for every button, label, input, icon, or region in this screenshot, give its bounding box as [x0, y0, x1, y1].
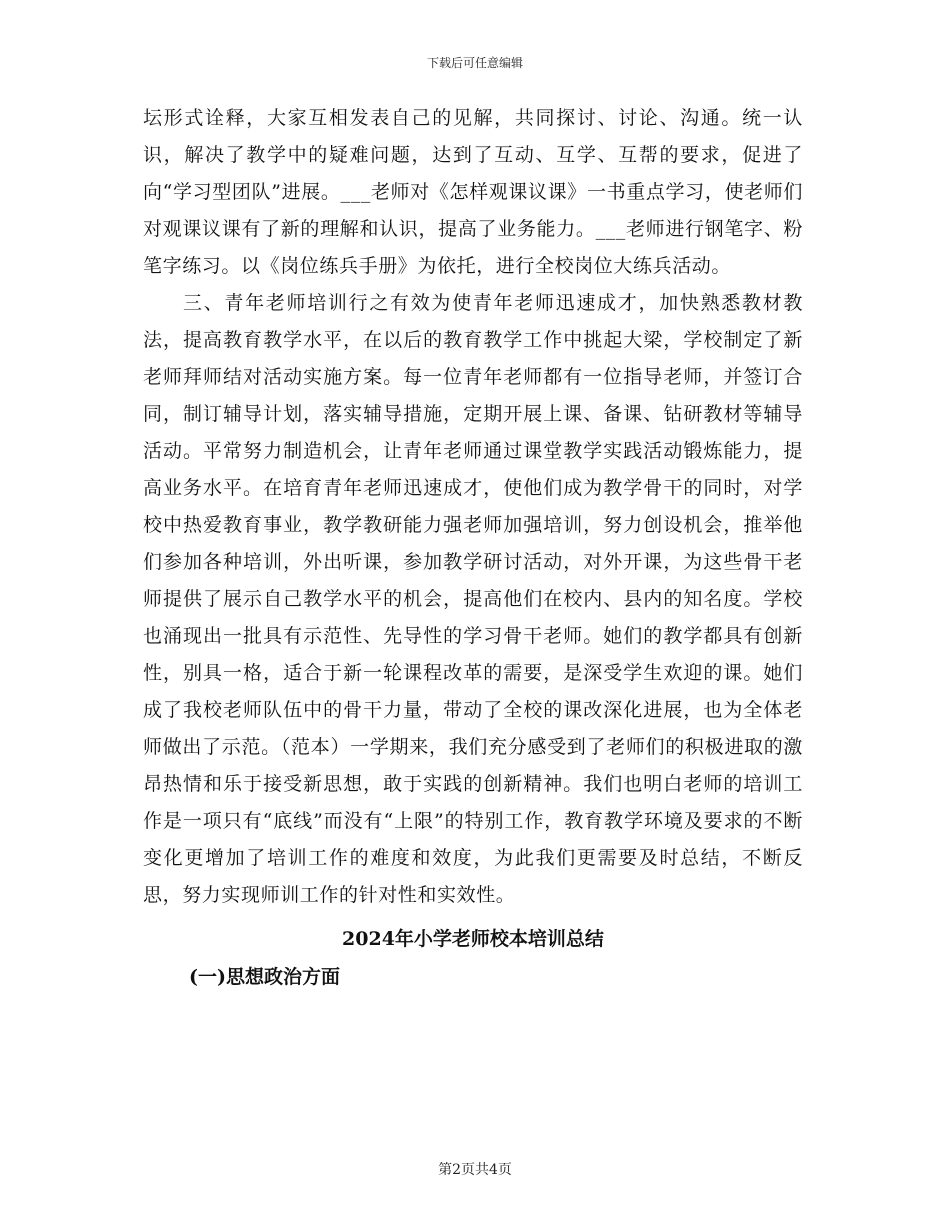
- page-footer: 第2页共4页: [438, 1162, 512, 1178]
- document-body: [143, 100, 803, 996]
- subheading: (一)思想政治方面: [189, 966, 340, 988]
- body-paragraph-continued: 坛形式诠释，大家互相发表自己的见解，共同探讨、讨论、沟通。统一认识，解决了教学中的疑难问题，达到了互动、互学、互帮的要求，促进了向“学习型团队”进展。___老师对《怎样观课议课》一书重点学习，使老师们对观课议课有了新的理解和认识，提高了业务能力。___老师进行钢笔字、粉笔字练习。以《岗位练兵手册》为依托，进行全校岗位大练兵活动。: [143, 107, 803, 277]
- page-header: 下载后可任意编辑: [426, 56, 523, 70]
- body-paragraph-youth-teacher-training: 三、青年老师培训行之有效为使青年老师迅速成才，加快熟悉教材教法，提高教育教学水平，在以后的教育教学工作中挑起大梁，学校制定了新老师拜师结对活动实施方案。每一位青年老师都有一位指导老师，并签订合同，制订辅导计划，落实辅导措施，定期开展上课、备课、钻研教材等辅导活动。平常努力制造机会，让青年老师通过课堂教学实践活动锻炼能力，提高业务水平。在培育青年老师迅速成才，使他们成为教学骨干的同时，对学校中热爱教育事业，教学教研能力强老师加强培训，努力创设机会，推举他们参加各种培训，外出听课，参加教学研讨活动，对外开课，为这些骨干老师提供了展示自己教学水平的机会，提高他们在校内、县内的知名度。学校也涌现出一批具有示范性、先导性的学习骨干老师。她们的教学都具有创新性，别具一格，适合于新一轮课程改革的需要，是深受学生欢迎的课。她们成了我校老师队伍中的骨干力量，带动了全校的课改深化进展，也为全体老师做出了示范。（范本）一学期来，我们充分感受到了老师们的积极进取的激昂热情和乐于接受新思想，敢于实践的创新精神。我们也明白老师的培训工作是一项只有“底线”而没有“上限”的特别工作，教育教学环境及要求的不断变化更增加了培训工作的难度和效度，为此我们更需要及时总结，不断反思，努力实现师训工作的针对性和实效性。: [143, 292, 803, 906]
- section-title: 2024年小学老师校本培训总结: [342, 928, 604, 950]
